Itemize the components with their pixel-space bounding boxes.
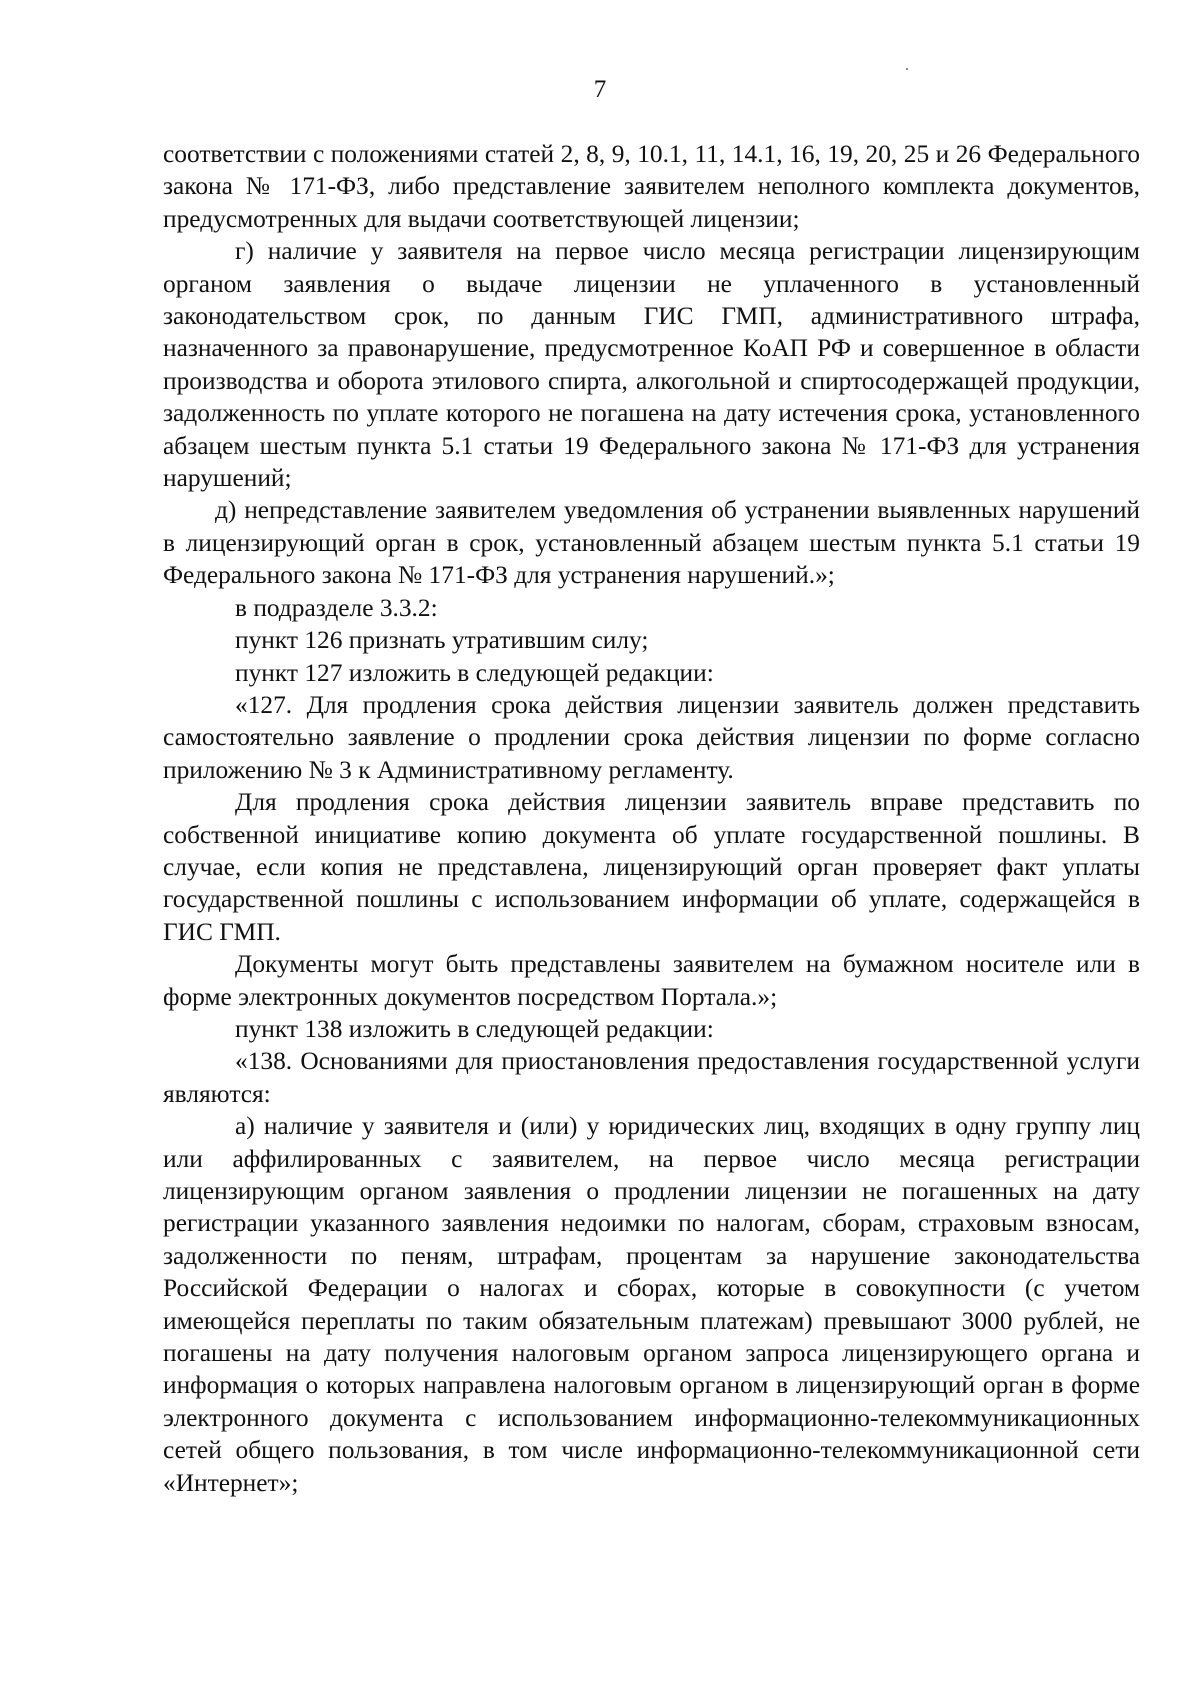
paragraph-point-126: пункт 126 признать утратившим силу; bbox=[235, 626, 649, 655]
document-body bbox=[163, 138, 1140, 1499]
paragraph-point-127-text: «127. Для продления срока действия лицензии заявитель должен представить самостоятельно заявление о продлении срока действия лицензии по форме согласно приложению № 3 к Административному регламенту. bbox=[163, 690, 1140, 784]
paragraph-documents: Документы могут быть представлены заявителем на бумажном носителе или в форме электронных документов посредством Портала.»; bbox=[163, 950, 1140, 1011]
scan-speck bbox=[906, 68, 908, 70]
page-number: 7 bbox=[593, 76, 607, 103]
paragraph-item-a: а) наличие у заявителя и (или) у юридических лиц, входящих в одну группу лиц или аффилированных с заявителем, на первое число месяца регистрации лицензирующим органом заявления о продлении лицензии не погашенных на дату регистрации указанного заявления недоимки по налогам, сборам, страховым взносам, задолженности по пеням, штрафам, процентам за нарушение законодательства Российской Федерации о налогах и сборах, которые в совокупности (с учетом имеющейся переплаты по таким обязательным платежам) превышают 3000 рублей, не погашены на дату получения налоговым органом запроса лицензирующего органа и информация о которых направлена налоговым органом в лицензирующий орган в форме электронного документа с использованием информационно-телекоммуникационных сетей общего пользования, в том числе информационно-телекоммуникационной сети «Интернет»; bbox=[163, 1112, 1140, 1497]
paragraph-state-fee: Для продления срока действия лицензии заявитель вправе представить по собственной инициативе копию документа об уплате государственной пошлины. В случае, если копия не представлена, лицензирующий орган проверяет факт уплаты государственной пошлины с использованием информации об уплате, содержащейся в ГИС ГМП. bbox=[163, 788, 1140, 946]
paragraph-item-g: г) наличие у заявителя на первое число месяца регистрации лицензирующим органом заявления о выдаче лицензии не уплаченного в установленный законодательством срок, по данным ГИС ГМП, административного штрафа, назначенного за правонарушение, предусмотренное КоАП РФ и совершенное в области производства и оборота этилового спирта, алкогольной и спиртосодержащей продукции, задолженность по уплате которого не погашена на дату истечения срока, установленного абзацем шестым пункта 5.1 статьи 19 Федерального закона № 171-ФЗ для устранения нарушений; bbox=[163, 237, 1140, 493]
paragraph-point-127-intro: пункт 127 изложить в следующей редакции: bbox=[235, 658, 714, 687]
paragraph-item-d: д) непредставление заявителем уведомления об устранении выявленных нарушений в лицензирующий орган в срок, установленный абзацем шестым пункта 5.1 статьи 19 Федерального закона № 171-ФЗ для устранения нарушений.»; bbox=[163, 496, 1140, 590]
paragraph-point-138-text: «138. Основаниями для приостановления предоставления государственной услуги являются: bbox=[163, 1047, 1140, 1108]
paragraph-point-138-intro: пункт 138 изложить в следующей редакции: bbox=[235, 1014, 714, 1043]
paragraph-continuation: соответствии с положениями статей 2, 8, 9, 10.1, 11, 14.1, 16, 19, 20, 25 и 26 Федерального закона № 171-ФЗ, либо представление заявителем неполного комплекта документов, предусмотренных для выдачи соответствующей лицензии; bbox=[163, 140, 1140, 233]
paragraph-subsection-3-3-2: в подразделе 3.3.2: bbox=[235, 593, 438, 622]
